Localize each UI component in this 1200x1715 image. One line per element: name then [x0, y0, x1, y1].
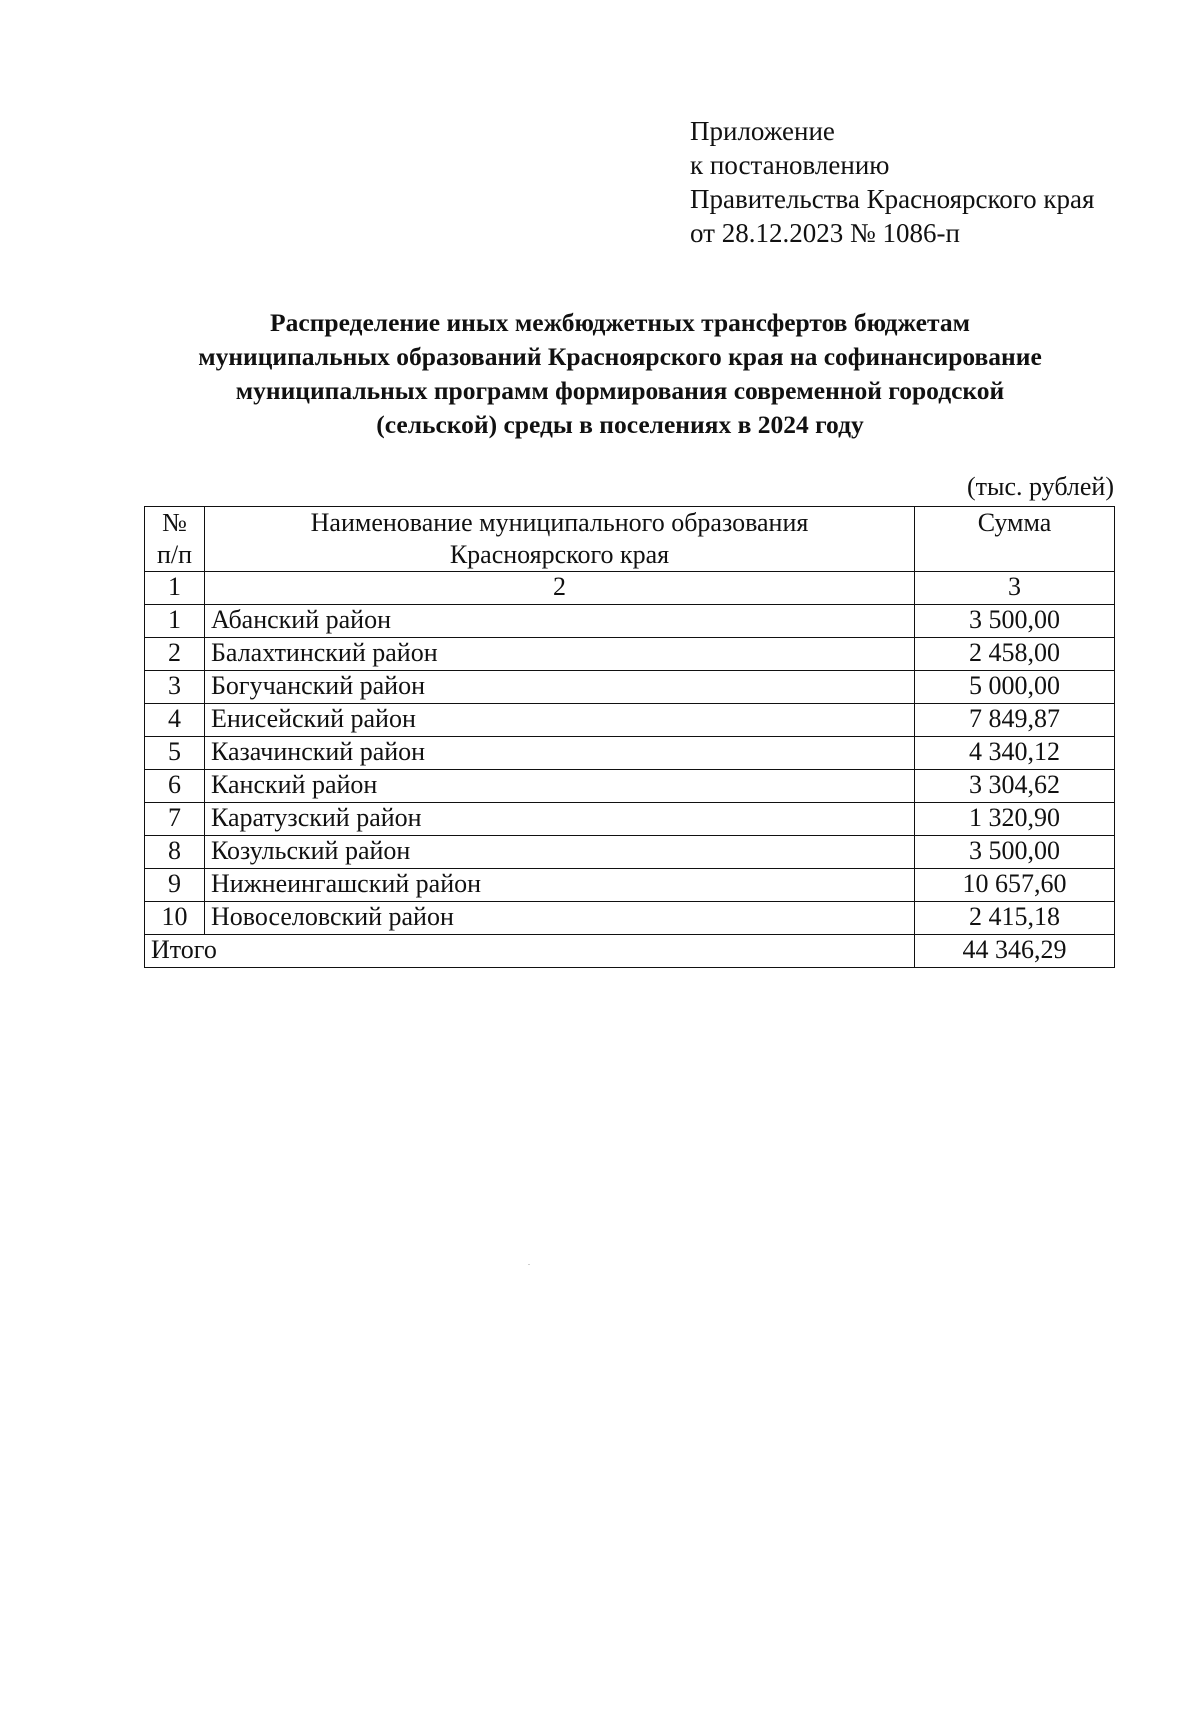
table-row [145, 836, 1115, 869]
table-row [145, 671, 1115, 704]
row-sum: 5 000,00 [915, 671, 1115, 704]
header-num-line-2: п/п [156, 540, 193, 569]
row-sum: 10 657,60 [915, 869, 1115, 902]
appendix-block [690, 114, 1094, 250]
row-number: 2 [145, 638, 205, 671]
title-line-2: муниципальных образований Красноярского края на софинансирование [198, 342, 1042, 371]
column-number-3: 3 [915, 572, 1115, 605]
title-line-4: (сельской) среды в поселениях в 2024 году [376, 410, 864, 439]
header-name [205, 507, 915, 572]
row-name: Енисейский район [205, 704, 915, 737]
table-header-row [145, 507, 1115, 572]
header-num [145, 507, 205, 572]
row-name: Богучанский район [205, 671, 915, 704]
row-sum: 3 500,00 [915, 605, 1115, 638]
row-sum: 3 304,62 [915, 770, 1115, 803]
table-row [145, 803, 1115, 836]
row-name: Балахтинский район [205, 638, 915, 671]
appendix-line-3: Правительства Красноярского края [690, 184, 1095, 214]
table-row [145, 605, 1115, 638]
row-number: 4 [145, 704, 205, 737]
appendix-line-4: от 28.12.2023 № 1086-п [690, 218, 960, 248]
row-number: 9 [145, 869, 205, 902]
scan-speck [528, 1264, 530, 1265]
column-numbers-row [145, 572, 1115, 605]
header-name-line-1: Наименование муниципального образования [310, 508, 809, 537]
document-title [130, 306, 1110, 442]
row-number: 8 [145, 836, 205, 869]
row-sum: 3 500,00 [915, 836, 1115, 869]
table-row [145, 737, 1115, 770]
row-sum: 2 415,18 [915, 902, 1115, 935]
total-row [145, 935, 1115, 968]
column-number-1: 1 [145, 572, 205, 605]
row-number: 5 [145, 737, 205, 770]
title-line-3: муниципальных программ формирования современной городской [235, 376, 1005, 405]
row-name: Козульский район [205, 836, 915, 869]
total-sum: 44 346,29 [915, 935, 1115, 968]
row-name: Казачинский район [205, 737, 915, 770]
row-sum: 7 849,87 [915, 704, 1115, 737]
row-name: Новоселовский район [205, 902, 915, 935]
row-name: Абанский район [205, 605, 915, 638]
appendix-line-2: к постановлению [690, 150, 890, 180]
header-name-line-2: Красноярского края [449, 540, 670, 569]
row-number: 3 [145, 671, 205, 704]
table-row [145, 704, 1115, 737]
column-number-2: 2 [205, 572, 915, 605]
row-number: 10 [145, 902, 205, 935]
row-name: Каратузский район [205, 803, 915, 836]
row-number: 1 [145, 605, 205, 638]
table-row [145, 902, 1115, 935]
row-sum: 2 458,00 [915, 638, 1115, 671]
row-sum: 4 340,12 [915, 737, 1115, 770]
units-label: (тыс. рублей) [966, 472, 1114, 501]
title-line-1: Распределение иных межбюджетных трансфертов бюджетам [270, 308, 970, 337]
table-row [145, 638, 1115, 671]
transfers-table [144, 506, 1115, 968]
table-row [145, 869, 1115, 902]
header-num-line-1: № [162, 508, 187, 537]
row-sum: 1 320,90 [915, 803, 1115, 836]
table-row [145, 770, 1115, 803]
appendix-line-1: Приложение [690, 116, 835, 146]
row-number: 7 [145, 803, 205, 836]
header-sum: Сумма [915, 507, 1115, 572]
row-name: Нижнеингашский район [205, 869, 915, 902]
row-name: Канский район [205, 770, 915, 803]
row-number: 6 [145, 770, 205, 803]
total-label: Итого [145, 935, 915, 968]
